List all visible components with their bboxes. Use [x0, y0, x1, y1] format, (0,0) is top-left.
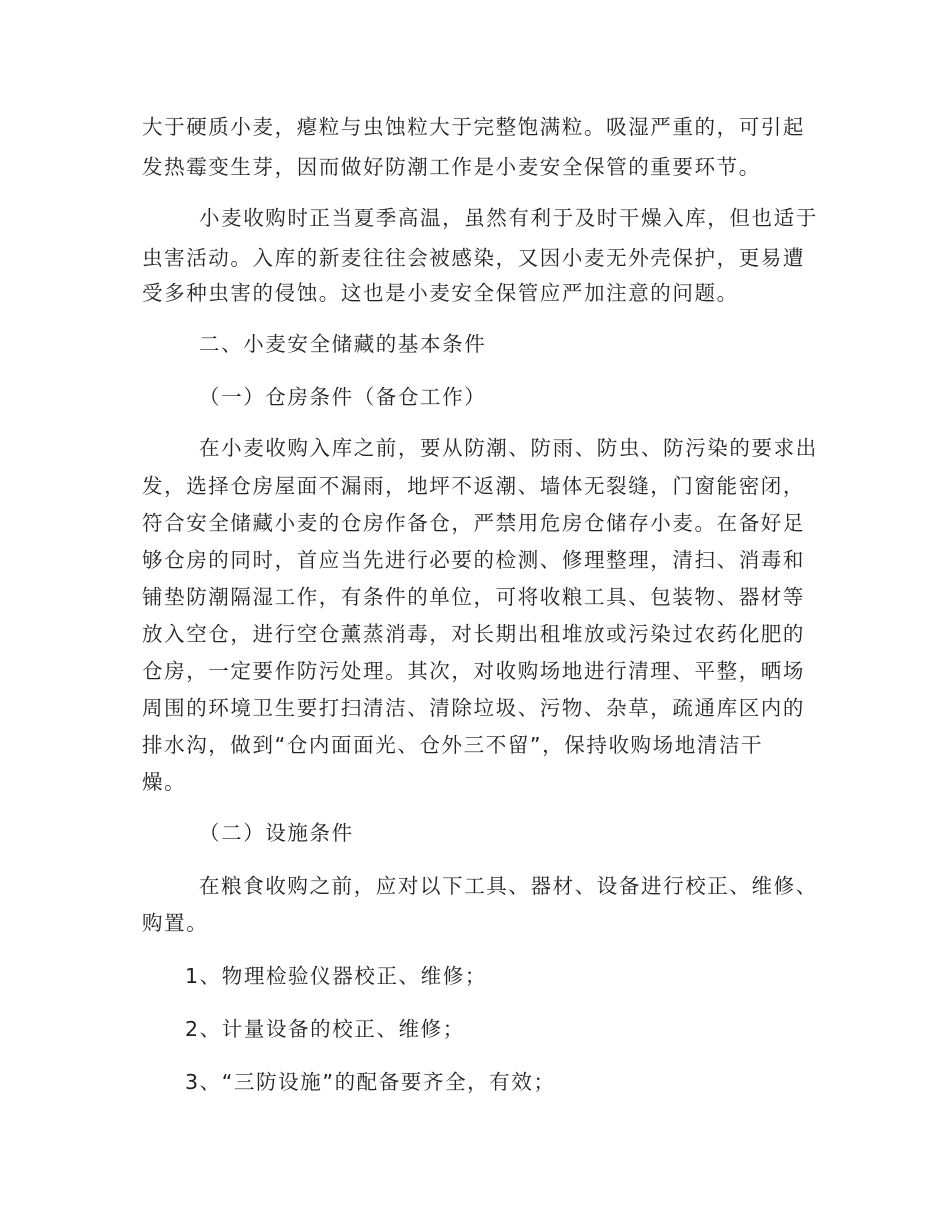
text-line: 在小麦收购入库之前，要从防潮、防雨、防虫、防污染的要求出 [199, 436, 818, 460]
text-line: 小麦收购时正当夏季高温，虽然有利于及时干燥入库，但也适于 [199, 206, 818, 230]
text-line: 受多种虫害的侵蚀。这也是小麦安全保管应严加注意的问题。 [142, 281, 739, 305]
section-heading: 二、小麦安全储藏的基本条件 [199, 332, 487, 356]
text-line: 发，选择仓房屋面不漏雨，地坪不返潮、墙体无裂缝，门窗能密闭， [142, 474, 805, 498]
text-line: 燥。 [142, 770, 187, 794]
subsection-heading: （一）仓房条件（备仓工作） [199, 385, 487, 409]
text-line: 购置。 [142, 911, 209, 935]
text-line: 在粮食收购之前，应对以下工具、器材、设备进行校正、维修、 [199, 874, 818, 898]
text-line: 铺垫防潮隔湿工作，有条件的单位，可将收粮工具、包装物、器材等 [142, 585, 805, 609]
subsection-heading: （二）设施条件 [199, 821, 354, 845]
text-line: 符合安全储藏小麦的仓房作备仓，严禁用危房仓储存小麦。在备好足 [142, 511, 805, 535]
text-line: 虫害活动。入库的新麦往往会被感染，又因小麦无外壳保护，更易遭 [142, 246, 805, 270]
text-line: 发热霉变生芽，因而做好防潮工作是小麦安全保管的重要环节。 [142, 155, 761, 179]
text-line: 仓房，一定要作防污处理。其次，对收购场地进行清理、平整，晒场 [142, 659, 805, 683]
text-line: 排水沟，做到“仓内面面光、仓外三不留”，保持收购场地清洁干 [142, 733, 764, 757]
list-item: 2、计量设备的校正、维修； [185, 1017, 465, 1041]
text-line: 大于硬质小麦，瘪粒与虫蚀粒大于完整饱满粒。吸湿严重的，可引起 [142, 115, 805, 139]
text-line: 够仓房的同时，首应当先进行必要的检测、修理整理，清扫、消毒和 [142, 548, 805, 572]
text-line: 周围的环境卫生要打扫清洁、清除垃圾、污物、杂草，疏通库区内的 [142, 696, 805, 720]
text-line: 放入空仓，进行空仓薰蒸消毒，对长期出租堆放或污染过农药化肥的 [142, 622, 805, 646]
list-item: 3、“三防设施”的配备要齐全，有效； [185, 1070, 556, 1094]
list-item: 1、物理检验仪器校正、维修； [185, 964, 487, 988]
